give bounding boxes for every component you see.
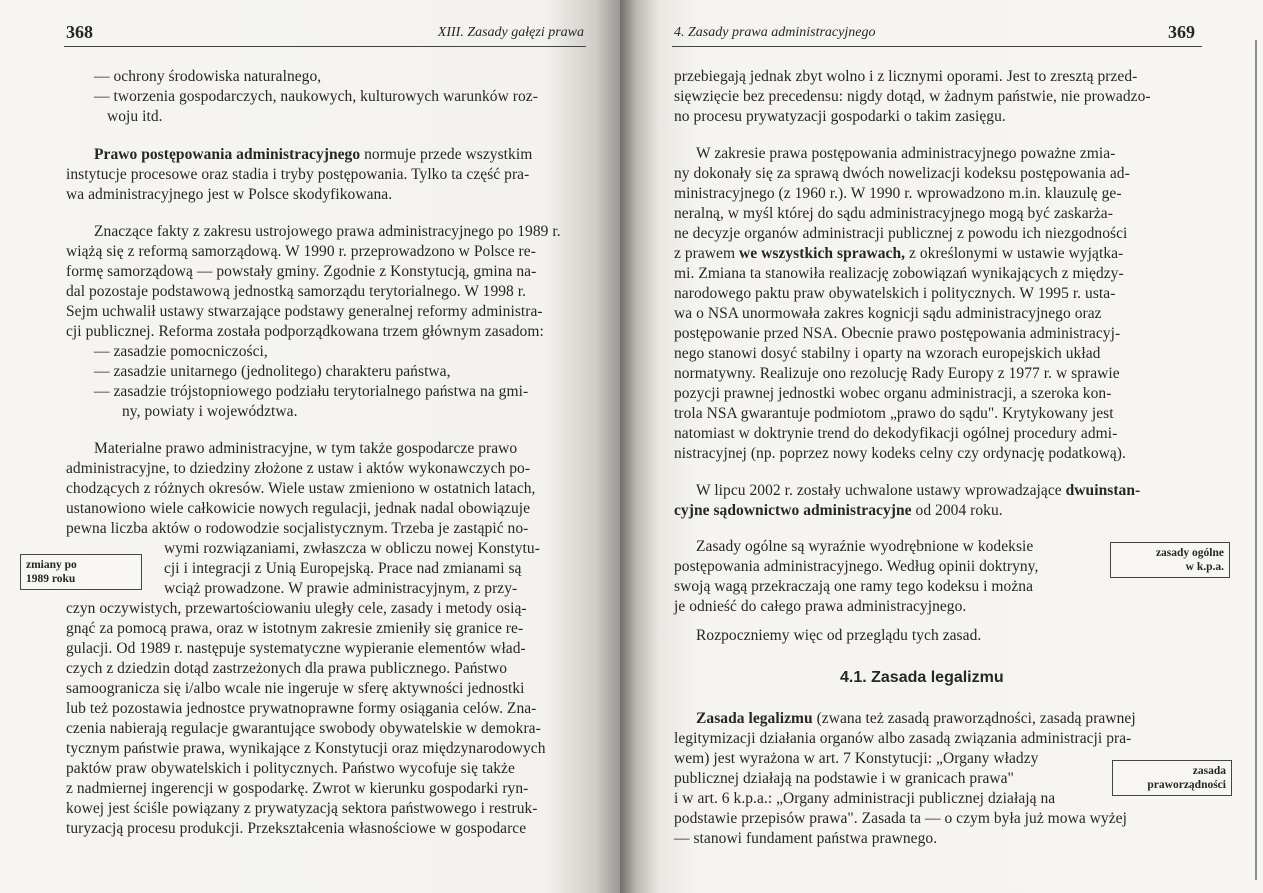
header-rule bbox=[64, 46, 586, 47]
text-line: mi. Zmiana ta stanowiła realizację zobowiązań wynikających z między- bbox=[674, 265, 1124, 282]
text-line: gulacji. Od 1989 r. następuje systematyczne wypieranie elementów wład- bbox=[66, 640, 526, 657]
text-line: czenia nabierają regulacje gwarantujące swobody obywatelskie w demokra- bbox=[66, 720, 541, 737]
text-line: czych z dziedzin dotąd zastrzeżonych dla prawa publicznego. Państwo bbox=[66, 660, 508, 677]
bold-lead: Prawo postępowania administracyjnego bbox=[94, 146, 361, 163]
text-line: — zasadzie trójstopniowego podziału terytorialnego państwa na gmi- bbox=[94, 383, 529, 400]
text-line: W zakresie prawa postępowania administracyjnego poważne zmia- bbox=[696, 145, 1116, 162]
text-line: gnąć za pomocą prawa, oraz w istotnym zakresie zmieniły się granice re- bbox=[66, 620, 524, 637]
header-rule bbox=[672, 46, 1202, 47]
text-line: kowej jest ściśle powiązany z prywatyzacją sektora państwowego i restruk- bbox=[66, 800, 538, 817]
text-line: lub też pozostawia jednostce prywatnoprawne formy osiągania celów. Zna- bbox=[66, 700, 537, 717]
text-line: neralną, w myśl której do sądu administracyjnego mogą być zaskarża- bbox=[674, 205, 1113, 222]
text-line: wciąż prowadzone. W prawie administracyjnym, z przy- bbox=[164, 580, 518, 597]
bold-lead: Zasada legalizmu bbox=[696, 710, 813, 727]
text-line: pozycji prawnej jednostki wobec organu administracji, a szeroka kon- bbox=[674, 385, 1112, 402]
text-line: Materialne prawo administracyjne, w tym także gospodarcze prawo bbox=[94, 440, 518, 457]
text-line: ustanowiono wiele całkowicie nowych regulacji, jednak nadal obowiązuje bbox=[66, 500, 531, 517]
text-line: wa o NSA unormowała zakres kognicji sądu administracyjnego oraz bbox=[674, 305, 1102, 322]
text-line: Sejm uchwalił ustawy stwarzające podstawy generalnej reformy administra- bbox=[66, 303, 543, 320]
text-line: — zasadzie pomocniczości, bbox=[94, 343, 268, 360]
text-line: sięwzięcie bez precedensu: nigdy dotąd, w żadnym państwie, nie prowadzo- bbox=[674, 88, 1151, 105]
text-line: chodzących z różnych okresów. Wiele ustaw zmieniono w ostatnich latach, bbox=[66, 480, 536, 497]
text-line: cji i integracji z Unią Europejską. Prace nad zmianami są bbox=[164, 560, 522, 577]
text-line: — stanowi fundament państwa prawnego. bbox=[674, 830, 938, 847]
page-number: 369 bbox=[1168, 22, 1195, 42]
text-line: ny dokonały się za sprawą dwóch nowelizacji kodeksu postępowania ad- bbox=[674, 165, 1130, 182]
text-line: ny, powiaty i województwa. bbox=[122, 403, 298, 420]
text-line: czyn oczywistych, przewartościowaniu uległy cele, zasady i metody osią- bbox=[66, 600, 527, 617]
text-line: ministracyjnego (z 1960 r.). W 1990 r. wprowadzono m.in. klauzulę ge- bbox=[674, 185, 1122, 202]
text-line: natomiast w doktrynie trend do dekodyfikacji ogólnej procedury admi- bbox=[674, 425, 1118, 442]
section-heading: 4.1. Zasada legalizmu bbox=[840, 669, 1004, 686]
text-line: i w art. 6 k.p.a.: „Organy administracji publicznej działają na bbox=[674, 790, 1056, 807]
text-line: no procesu prywatyzacji gospodarki o takim zasięgu. bbox=[674, 108, 1006, 125]
text-line: narodowego paktu praw obywatelskich i politycznych. W 1995 r. usta- bbox=[674, 285, 1116, 302]
text-line: wem) jest wyrażona w art. 7 Konstytucji: „Organy władzy bbox=[674, 750, 1039, 767]
text-line: nego stanowi dosyć stabilny i oparty na wzorach europejskich układ bbox=[674, 345, 1101, 362]
text-line: instytucje procesowe oraz stadia i tryby postępowania. Tylko ta część pra- bbox=[66, 166, 530, 183]
text-line: nistracyjnej (np. poprzez nowy kodeks celny czy ordynację podatkową). bbox=[674, 445, 1126, 462]
text-line: ne decyzje organów administracji publicznej z powodu ich niezgodności bbox=[674, 225, 1128, 242]
text-line: wiążą się z reformą samorządową. W 1990 r. przeprowadzono w Polsce re- bbox=[66, 243, 536, 260]
text-line: swoją wagą przekraczają one ramy tego kodeksu i można bbox=[674, 578, 1033, 595]
text-line: normatywny. Realizuje ono rezolucję Rady Europy z 1977 r. w sprawie bbox=[674, 365, 1120, 382]
text-line: trola NSA gwarantuje podmiotom „prawo do sądu". Krytykowany jest bbox=[674, 405, 1114, 422]
text-line: turyzacją procesu produkcji. Przekształcenia własnościowe w gospodarce bbox=[66, 820, 527, 837]
text-line: wa administracyjnego jest w Polsce skodyfikowana. bbox=[66, 186, 393, 203]
text-line: Prawo postępowania administracyjnego normuje przede wszystkim bbox=[94, 146, 533, 163]
text-line: formę samorządową — powstały gminy. Zgodnie z Konstytucją, gmina na- bbox=[66, 263, 537, 280]
text-line: Zasady ogólne są wyraźnie wyodrębnione w kodeksie bbox=[696, 538, 1034, 555]
right-page bbox=[620, 0, 1263, 893]
text-line: postępowanie przed NSA. Obecnie prawo postępowania administracyj- bbox=[674, 325, 1121, 342]
text-line: wymi rozwiązaniami, zwłaszcza w obliczu nowej Konstytu- bbox=[164, 540, 540, 557]
text-line: z nadmiernej ingerencji w gospodarkę. Zwrot w kierunku gospodarki ryn- bbox=[66, 780, 529, 797]
text-line: Rozpoczniemy więc od przeglądu tych zasad. bbox=[696, 627, 982, 644]
text-line: je odnieść do całego prawa administracyjnego. bbox=[674, 598, 967, 615]
margin-note: zasady ogólne w k.p.a. bbox=[1110, 542, 1230, 578]
margin-note: zmiany po 1989 roku bbox=[20, 554, 142, 590]
text-line: W lipcu 2002 r. zostały uchwalone ustawy wprowadzające dwuinstan- bbox=[696, 482, 1141, 499]
text-line: podstawie przepisów prawa". Zasada ta — o czym była już mowa wyżej bbox=[674, 810, 1127, 827]
text-line: administracyjne, to dziedziny złożone z ustaw i aktów wykonawczych po- bbox=[66, 460, 531, 477]
text-line: Znaczące fakty z zakresu ustrojowego prawa administracyjnego po 1989 r. bbox=[94, 223, 561, 240]
text-line: pewna liczba aktów o rodowodzie socjalistycznym. Trzeba je zastąpić no- bbox=[66, 520, 529, 537]
page-number: 368 bbox=[66, 22, 93, 42]
margin-note: zasada praworządności bbox=[1112, 760, 1232, 796]
running-head: XIII. Zasady gałęzi prawa bbox=[437, 25, 584, 40]
text-line: — ochrony środowiska naturalnego, bbox=[94, 68, 322, 85]
text-line: woju itd. bbox=[107, 108, 163, 125]
text-line: cji publicznej. Reforma została podporządkowana trzem głównym zasadom: bbox=[66, 323, 544, 340]
text-line: dal pozostaje podstawową jednostką samorządu terytorialnego. W 1998 r. bbox=[66, 283, 527, 300]
text-line: tycznym państwie prawa, wynikające z Konstytucji oraz międzynarodowych bbox=[66, 740, 546, 757]
left-page bbox=[0, 0, 620, 893]
text-line: z prawem we wszystkich sprawach, z określonymi w ustawie wyjątka- bbox=[674, 245, 1124, 262]
running-head: 4. Zasady prawa administracyjnego bbox=[674, 25, 876, 40]
text-line: publicznej działają na podstawie i w granicach prawa" bbox=[674, 770, 1014, 787]
text-line: paktów praw obywatelskich i politycznych. Państwo wycofuje się także bbox=[66, 760, 515, 777]
page-edge bbox=[1255, 40, 1257, 880]
text-line: cyjne sądownictwo administracyjne od 2004 roku. bbox=[674, 502, 1003, 519]
text-line: legitymizacji działania organów albo zasadą związania administracji pra- bbox=[674, 730, 1132, 747]
text-line: samoogranicza się i/albo wcale nie ingeruje w sferę aktywności jednostki bbox=[66, 680, 525, 697]
text-line: — tworzenia gospodarczych, naukowych, kulturowych warunków roz- bbox=[94, 88, 538, 105]
text-line: — zasadzie unitarnego (jednolitego) charakteru państwa, bbox=[94, 363, 451, 380]
text-line: przebiegają jednak zbyt wolno i z licznymi oporami. Jest to zresztą przed- bbox=[674, 68, 1138, 85]
text-line: postępowania administracyjnego. Według opinii doktryny, bbox=[674, 558, 1039, 575]
text-line: Zasada legalizmu (zwana też zasadą praworządności, zasadą prawnej bbox=[696, 710, 1136, 727]
